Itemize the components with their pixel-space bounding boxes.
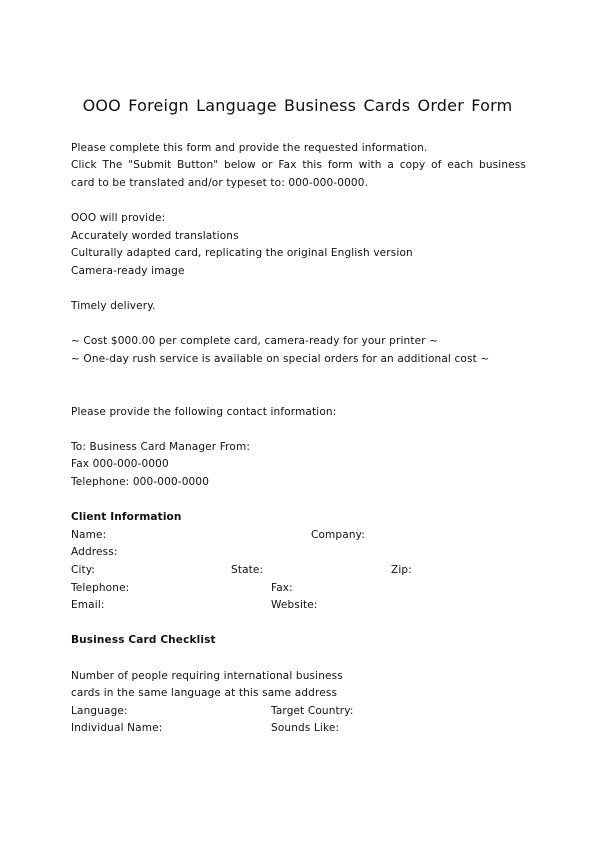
contact-to-from: To: Business Card Manager From: [71,441,251,453]
intro-line-1: Please complete this form and provide the requested information. [71,142,428,154]
cost-note: ~ Cost $000.00 per complete card, camera-ready for your printer ~ [71,335,439,347]
timely-delivery: Timely delivery. [71,300,156,312]
page-title: OOO Foreign Language Business Cards Order Form [82,96,513,115]
intro-line-2: Click The "Submit Button" below or Fax this form with a copy of each business [71,159,526,171]
client-address-label: Address: [71,546,118,558]
client-name-label: Name: [71,529,107,541]
provide-heading: OOO will provide: [71,212,166,224]
contact-fax: Fax 000-000-0000 [71,458,169,470]
client-website-label: Website: [271,599,318,611]
client-zip-label: Zip: [391,564,412,576]
client-info-heading: Client Information [71,511,182,523]
provide-item: Camera-ready image [71,265,185,277]
checklist-individual-name-label: Individual Name: [71,722,163,734]
intro-line-3: card to be translated and/or typeset to: 000-000-0000. [71,177,369,189]
checklist-line-2: cards in the same language at this same address [71,687,338,699]
client-telephone-label: Telephone: [71,582,130,594]
client-fax-label: Fax: [271,582,293,594]
checklist-target-country-label: Target Country: [271,705,354,717]
checklist-sounds-like-label: Sounds Like: [271,722,340,734]
client-company-label: Company: [311,529,365,541]
client-city-label: City: [71,564,96,576]
client-email-label: Email: [71,599,105,611]
provide-item: Culturally adapted card, replicating the original English version [71,247,413,259]
client-state-label: State: [231,564,264,576]
checklist-language-label: Language: [71,705,128,717]
rush-note: ~ One-day rush service is available on special orders for an additional cost ~ [71,353,490,365]
checklist-line-1: Number of people requiring international business [71,670,343,682]
contact-telephone: Telephone: 000-000-0000 [71,476,210,488]
contact-prompt: Please provide the following contact information: [71,406,337,418]
provide-item: Accurately worded translations [71,230,239,242]
checklist-heading: Business Card Checklist [71,634,216,646]
